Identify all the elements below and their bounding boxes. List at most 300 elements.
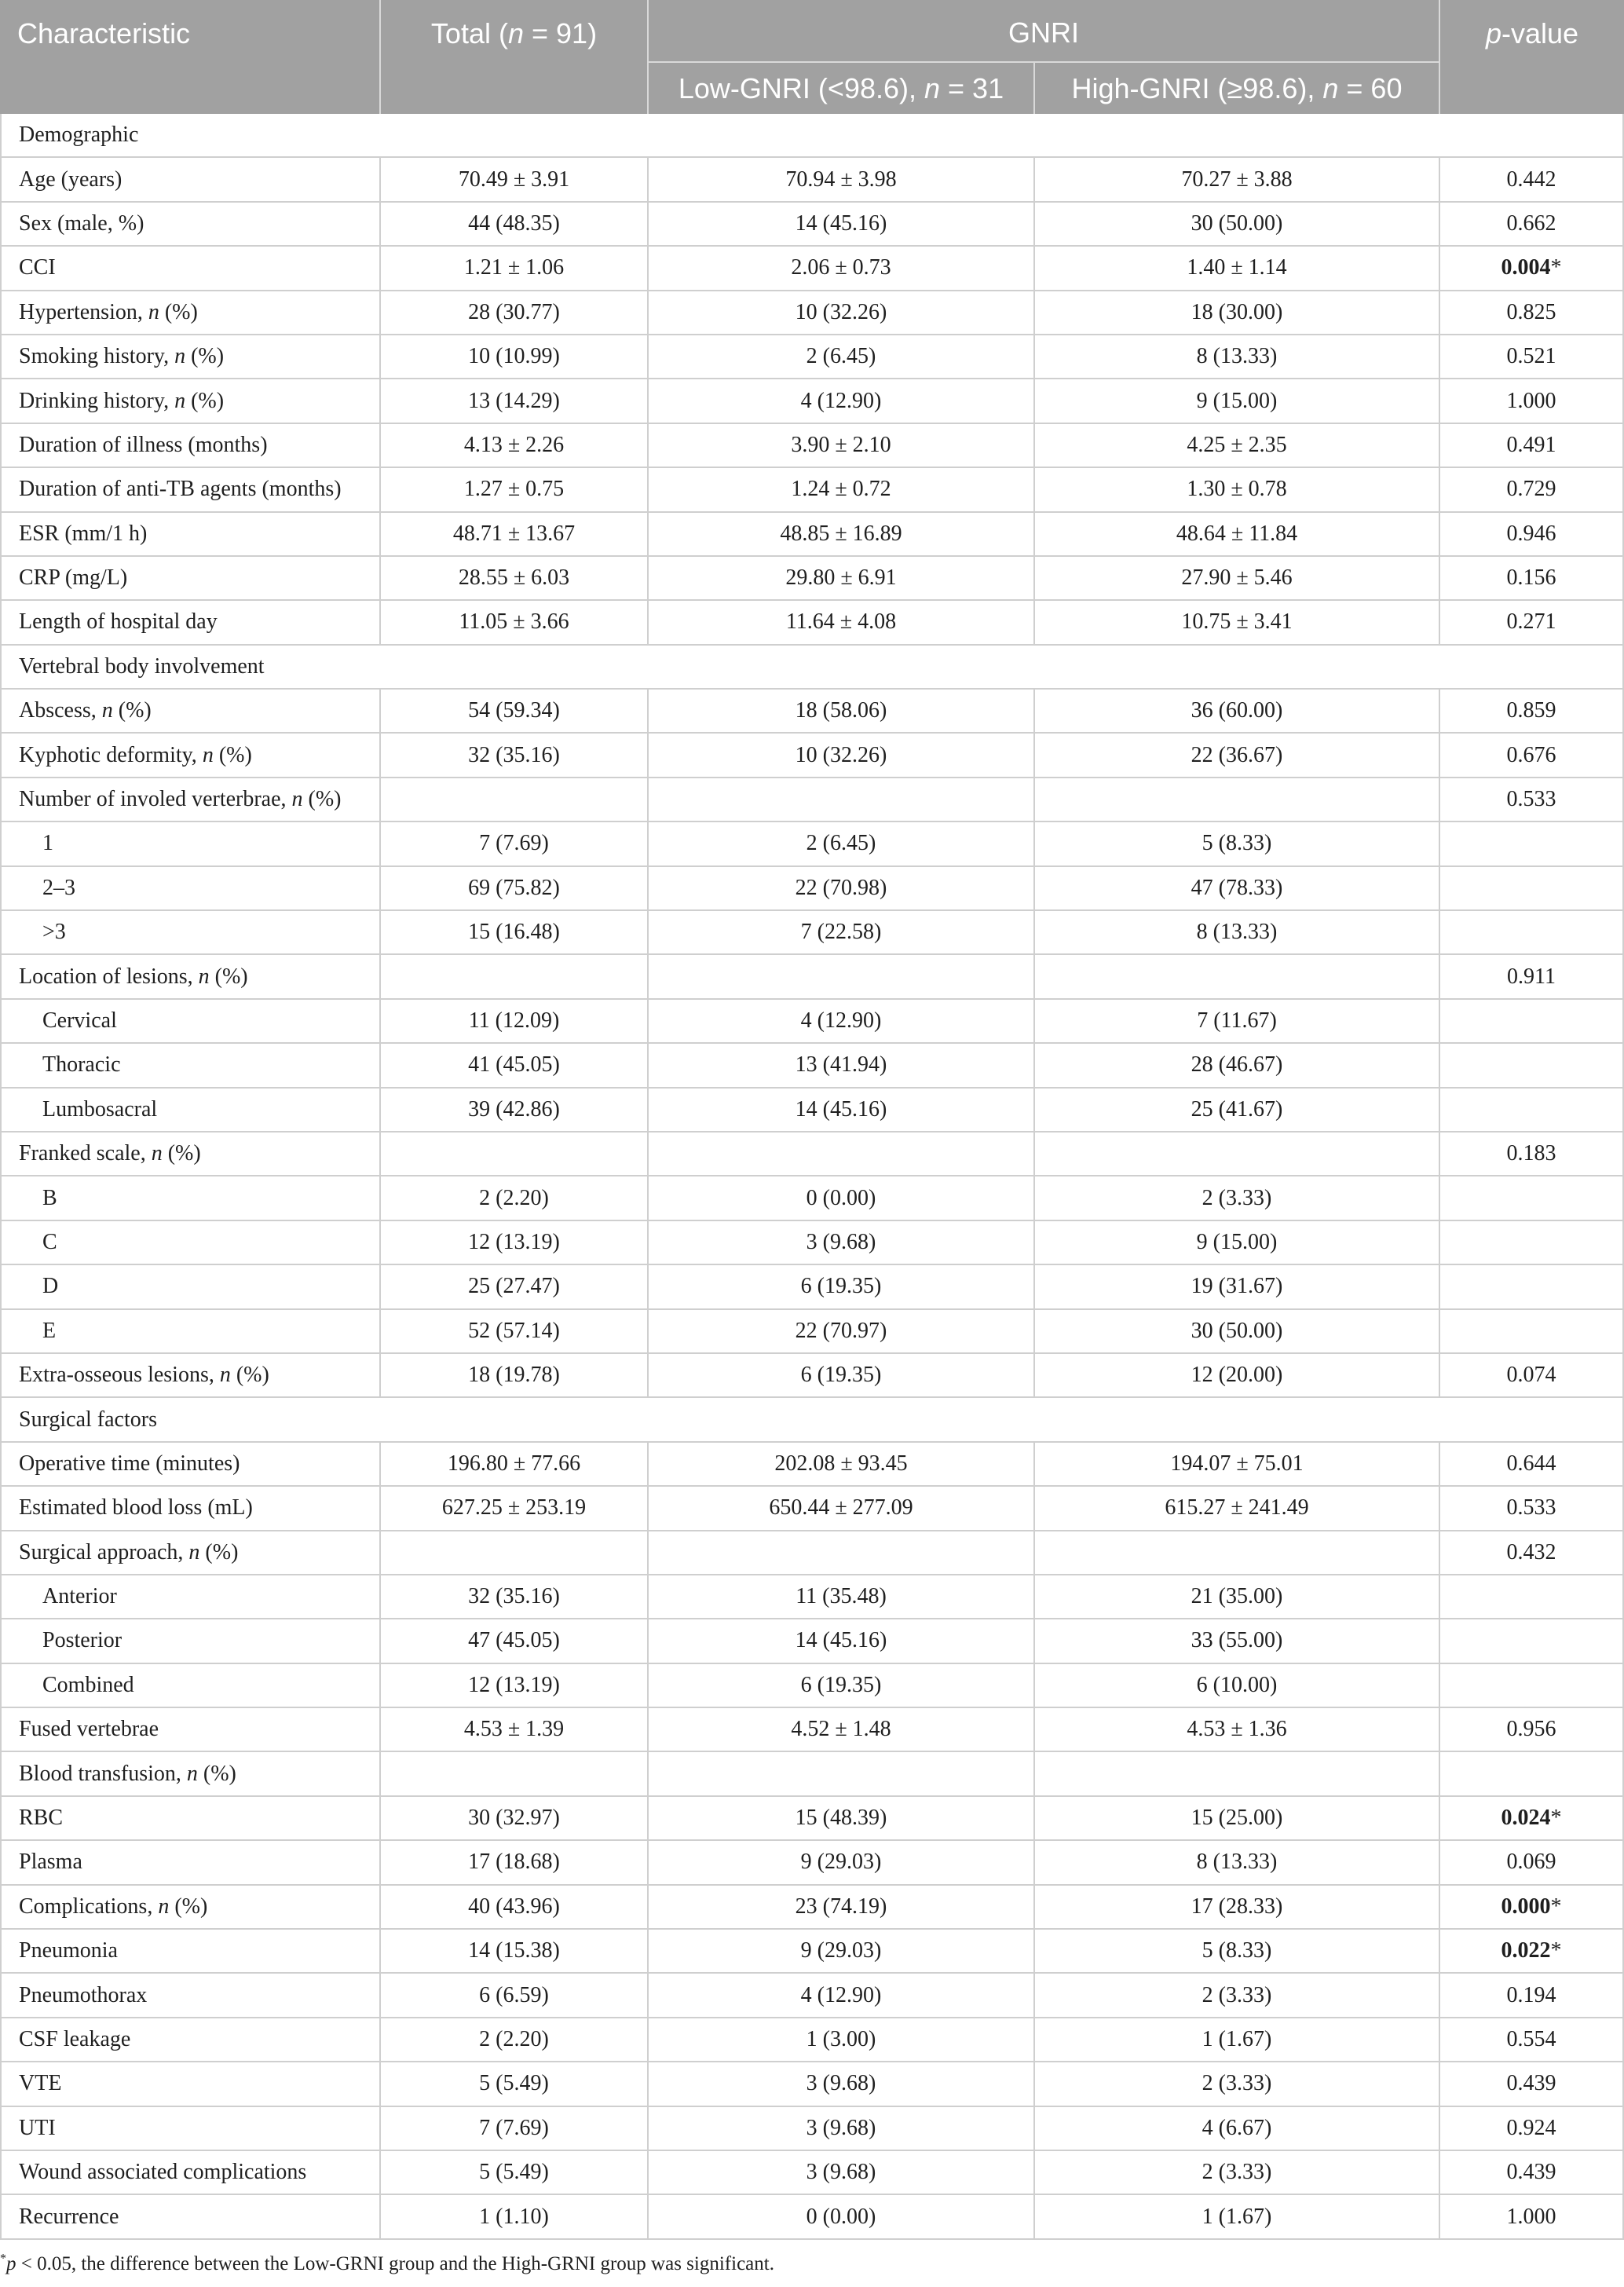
table-row [0,291,1624,335]
low-gnri-value: 1.24 ± 0.72 [791,477,891,502]
p-value: 0.533 [1506,787,1556,812]
low-gnri-cell [647,1531,1033,1574]
total-cell [379,867,647,909]
row-label-cell [0,1089,379,1131]
row-label-cell [0,1221,379,1264]
low-gnri-cell [647,2018,1033,2061]
table-row [0,158,1624,202]
section-title-text: Vertebral body involvement [19,653,265,679]
p-value: 0.946 [1506,521,1556,546]
total-value: 6 (6.59) [479,1982,549,2007]
row-label-cell [0,601,379,643]
column-group-header-gnri [647,0,1439,63]
total-value: 11.05 ± 3.66 [459,609,569,635]
low-gnri-cell [647,1176,1033,1219]
row-label-cell [0,1354,379,1396]
column-header-low-gnri [647,63,1033,114]
total-value: 17 (18.68) [468,1850,560,1875]
total-cell [379,1664,647,1707]
total-cell [379,1974,647,2016]
p-value-cell [1439,1930,1624,1972]
total-value: 4.13 ± 2.26 [463,432,565,457]
p-value-cell [1439,955,1624,997]
row-label-cell [0,335,379,378]
p-value: 0.911 [1507,964,1556,989]
total-cell [379,1930,647,1972]
table-row [0,955,1624,999]
low-gnri-cell [647,867,1033,909]
high-gnri-cell [1033,1841,1439,1883]
low-gnri-cell [647,203,1033,245]
low-gnri-cell [647,468,1033,510]
p-value-cell [1439,1133,1624,1175]
high-gnri-value: 2 (3.33) [1202,2071,1272,2096]
row-label: Surgical approach, n (%) [19,1539,239,1564]
total-value: 30 (32.97) [468,1806,560,1831]
p-value: 0.432 [1506,1539,1556,1564]
low-gnri-value: 2 (6.45) [806,831,876,856]
row-label-cell [0,379,379,422]
high-gnri-value: 4.25 ± 2.35 [1187,432,1287,457]
low-gnri-value: 3 (9.68) [806,1229,876,1254]
row-label-cell [0,513,379,555]
p-value-cell [1439,911,1624,953]
total-value: 44 (48.35) [468,210,560,236]
table-header [0,0,1624,114]
total-cell [379,601,647,643]
row-label: 1 [42,831,53,856]
p-value-cell [1439,203,1624,245]
table-row [0,335,1624,379]
row-label: C [42,1229,57,1254]
column-header-characteristic-label: Characteristic [17,17,191,49]
total-cell [379,1886,647,1928]
low-gnri-cell [647,424,1033,467]
total-cell [379,1310,647,1352]
table-row [0,379,1624,423]
high-gnri-cell [1033,867,1439,909]
high-gnri-cell [1033,690,1439,732]
table-row [0,1930,1624,1974]
table-body [0,114,1624,2240]
high-gnri-cell [1033,291,1439,334]
high-gnri-cell [1033,1575,1439,1618]
total-value: 47 (45.05) [468,1628,560,1653]
row-label: Anterior [42,1584,117,1609]
row-label: UTI [19,2115,56,2140]
p-value: 0.439 [1506,2160,1556,2185]
row-label-cell [0,424,379,467]
low-gnri-value: 18 (58.06) [795,698,887,723]
total-value: 28 (30.77) [468,299,560,324]
p-value-cell [1439,1797,1624,1839]
row-label-cell [0,1000,379,1042]
p-value: 0.491 [1506,432,1556,457]
row-label: E [42,1318,57,1343]
low-gnri-value: 13 (41.94) [795,1052,887,1078]
low-gnri-cell [647,1221,1033,1264]
p-value-cell [1439,1664,1624,1707]
total-cell [379,203,647,245]
row-label-cell [0,2151,379,2194]
p-value-cell [1439,247,1624,289]
low-gnri-cell [647,557,1033,599]
row-label: Fused vertebrae [19,1717,159,1742]
table-row [0,1531,1624,1575]
total-value: 627.25 ± 253.19 [441,1495,587,1520]
low-gnri-cell [647,1133,1033,1175]
p-value-cell [1439,1708,1624,1751]
p-value-cell [1439,379,1624,422]
column-header-low-gnri-label: Low-GNRI (<98.6), n = 31 [678,71,1004,104]
table-row [0,247,1624,291]
table-row [0,1752,1624,1796]
low-gnri-cell [647,1664,1033,1707]
total-value: 39 (42.86) [468,1096,560,1122]
p-value: 0.644 [1506,1451,1556,1476]
row-label: Franked scale, n (%) [19,1141,201,1166]
row-label-cell [0,2107,379,2150]
total-value: 5 (5.49) [479,2160,549,2185]
p-value-cell [1439,1531,1624,1574]
row-label-cell [0,1841,379,1883]
low-gnri-value: 0 (0.00) [806,2204,876,2229]
table-subrow [0,1000,1624,1044]
total-cell [379,1044,647,1086]
high-gnri-value: 1.40 ± 1.14 [1187,255,1287,280]
row-label-cell [0,1974,379,2016]
p-value-cell [1439,2151,1624,2194]
high-gnri-cell [1033,1752,1439,1795]
row-label: Drinking history, n (%) [19,388,225,413]
p-value: 0.924 [1506,2115,1556,2140]
p-value: 0.194 [1506,1982,1556,2007]
p-value-cell [1439,513,1624,555]
total-value: 1.21 ± 1.06 [463,255,565,280]
table-row [0,468,1624,512]
total-value: 15 (16.48) [468,920,560,945]
row-label: D [42,1274,59,1299]
high-gnri-cell [1033,2018,1439,2061]
table-row [0,2107,1624,2151]
row-label-cell [0,1930,379,1972]
low-gnri-cell [647,1752,1033,1795]
total-cell [379,379,647,422]
p-value-cell [1439,1619,1624,1662]
low-gnri-cell [647,1443,1033,1485]
table-subrow [0,1664,1624,1708]
p-value-cell [1439,2062,1624,2105]
total-value: 1 (1.10) [479,2204,549,2229]
low-gnri-value: 4 (12.90) [800,1008,882,1033]
row-label: Lumbosacral [42,1096,158,1122]
row-label-cell [0,291,379,334]
total-cell [379,1708,647,1751]
p-value: 0.859 [1506,698,1556,723]
table-row [0,1487,1624,1531]
total-value: 7 (7.69) [479,831,549,856]
p-value: 0.662 [1506,210,1556,236]
p-value: 0.004 [1501,255,1551,280]
table-row [0,1886,1624,1930]
total-cell [379,1575,647,1618]
p-value: 0.024 [1501,1806,1551,1831]
high-gnri-value: 19 (31.67) [1191,1274,1283,1299]
high-gnri-value: 2 (3.33) [1202,1185,1272,1210]
p-value: 0.533 [1506,1495,1556,1520]
low-gnri-cell [647,2062,1033,2105]
high-gnri-value: 12 (20.00) [1191,1363,1283,1388]
p-value: 0.074 [1506,1363,1556,1388]
total-cell [379,1000,647,1042]
row-label-cell [0,158,379,200]
low-gnri-value: 202.08 ± 93.45 [774,1451,908,1476]
low-gnri-value: 4 (12.90) [800,388,882,413]
section-title [0,1398,1624,1440]
low-gnri-cell [647,1841,1033,1883]
p-value-cell [1439,468,1624,510]
table-row [0,778,1624,822]
low-gnri-value: 14 (45.16) [795,210,887,236]
low-gnri-value: 3.90 ± 2.10 [791,432,891,457]
total-value: 69 (75.82) [468,875,560,900]
section-title [0,646,1624,688]
total-value: 11 (12.09) [468,1008,560,1033]
row-label-cell [0,1443,379,1485]
low-gnri-value: 1 (3.00) [806,2026,876,2051]
row-label: Estimated blood loss (mL) [19,1495,253,1520]
p-value-cell [1439,690,1624,732]
row-label: Hypertension, n (%) [19,299,198,324]
low-gnri-cell [647,247,1033,289]
total-cell [379,2062,647,2105]
total-value: 12 (13.19) [468,1672,560,1697]
low-gnri-cell [647,335,1033,378]
total-cell [379,2018,647,2061]
p-value: 0.439 [1506,2071,1556,2096]
low-gnri-cell [647,1797,1033,1839]
row-label-cell [0,1664,379,1707]
p-value: 0.183 [1506,1141,1556,1166]
total-cell [379,2107,647,2150]
table-row [0,601,1624,645]
row-label: CSF leakage [19,2026,131,2051]
high-gnri-cell [1033,1974,1439,2016]
table-row [0,734,1624,778]
total-cell [379,291,647,334]
row-label: Kyphotic deformity, n (%) [19,742,252,767]
total-cell [379,247,647,289]
high-gnri-value: 36 (60.00) [1191,698,1283,723]
low-gnri-value: 650.44 ± 277.09 [769,1495,913,1520]
high-gnri-cell [1033,1619,1439,1662]
low-gnri-cell [647,1575,1033,1618]
row-label-cell [0,1619,379,1662]
row-label-cell [0,468,379,510]
row-label-cell [0,247,379,289]
high-gnri-value: 10.75 ± 3.41 [1181,609,1293,635]
total-value: 7 (7.69) [479,2115,549,2140]
low-gnri-cell [647,1974,1033,2016]
low-gnri-value: 11.64 ± 4.08 [785,609,897,635]
low-gnri-value: 22 (70.98) [795,875,887,900]
row-label-cell [0,1044,379,1086]
table-subrow [0,1044,1624,1088]
low-gnri-cell [647,1265,1033,1308]
low-gnri-value: 6 (19.35) [800,1274,882,1299]
column-header-p-value [1439,0,1624,114]
table-row [0,2018,1624,2062]
low-gnri-value: 2 (6.45) [806,344,876,369]
row-label-cell [0,1176,379,1219]
table-subrow [0,911,1624,955]
section-title-text: Demographic [19,123,139,148]
total-cell [379,2151,647,2194]
total-cell [379,778,647,821]
row-label-cell [0,822,379,865]
p-value-cell [1439,1575,1624,1618]
high-gnri-value: 5 (8.33) [1202,831,1272,856]
high-gnri-cell [1033,1886,1439,1928]
total-cell [379,955,647,997]
p-value: 1.000 [1506,388,1556,413]
high-gnri-cell [1033,2062,1439,2105]
low-gnri-cell [647,822,1033,865]
row-label: Combined [42,1672,134,1697]
total-cell [379,424,647,467]
p-value: 0.000 [1501,1894,1551,1919]
total-cell [379,1841,647,1883]
high-gnri-cell [1033,778,1439,821]
high-gnri-cell [1033,1133,1439,1175]
row-label: CRP (mg/L) [19,565,128,591]
total-value: 1.27 ± 0.75 [463,477,565,502]
low-gnri-value: 7 (22.58) [800,920,882,945]
row-label: Age (years) [19,166,123,192]
table-subrow [0,1310,1624,1354]
section-title [0,114,1624,156]
high-gnri-cell [1033,1265,1439,1308]
row-label: Plasma [19,1850,82,1875]
footnote-text: p < 0.05, the difference between the Low-GRNI group and the High-GRNI group was significant. [6,2253,774,2274]
high-gnri-cell [1033,1708,1439,1751]
low-gnri-cell [647,513,1033,555]
row-label-cell [0,1487,379,1529]
total-cell [379,1176,647,1219]
low-gnri-cell [647,734,1033,776]
high-gnri-value: 17 (28.33) [1191,1894,1283,1919]
table-row [0,1708,1624,1752]
low-gnri-value: 3 (9.68) [806,2115,876,2140]
row-label-cell [0,1310,379,1352]
row-label: Posterior [42,1628,123,1653]
high-gnri-value: 30 (50.00) [1191,210,1283,236]
high-gnri-cell [1033,1930,1439,1972]
total-value: 13 (14.29) [468,388,560,413]
column-header-high-gnri [1033,63,1439,114]
total-cell [379,1089,647,1131]
row-label: Abscess, n (%) [19,698,152,723]
p-value: 0.825 [1506,299,1556,324]
high-gnri-cell [1033,513,1439,555]
table-row [0,1443,1624,1487]
row-label-cell [0,557,379,599]
low-gnri-cell [647,1000,1033,1042]
high-gnri-cell [1033,1089,1439,1131]
table-row [0,1133,1624,1176]
row-label-cell [0,2018,379,2061]
row-label: Number of involed verterbrae, n (%) [19,787,342,812]
table-row [0,1797,1624,1841]
high-gnri-value: 22 (36.67) [1191,742,1283,767]
total-cell [379,1797,647,1839]
total-value: 48.71 ± 13.67 [452,521,576,546]
table-footnote [0,2251,774,2278]
high-gnri-cell [1033,2107,1439,2150]
total-value: 32 (35.16) [468,742,560,767]
column-header-high-gnri-label: High-GNRI (≥98.6), n = 60 [1071,71,1403,104]
high-gnri-cell [1033,557,1439,599]
total-value: 40 (43.96) [468,1894,560,1919]
row-label-cell [0,690,379,732]
high-gnri-value: 4.53 ± 1.36 [1187,1717,1287,1742]
high-gnri-value: 30 (50.00) [1191,1318,1283,1343]
significance-mark: * [1550,1938,1562,1963]
p-value: 0.442 [1506,166,1556,192]
p-value-cell [1439,1886,1624,1928]
high-gnri-cell [1033,1443,1439,1485]
p-value: 0.956 [1506,1717,1556,1742]
high-gnri-cell [1033,601,1439,643]
total-cell [379,1265,647,1308]
high-gnri-value: 25 (41.67) [1191,1096,1283,1122]
total-cell [379,1619,647,1662]
section-row [0,114,1624,158]
p-value-cell [1439,335,1624,378]
total-value: 54 (59.34) [468,698,560,723]
row-label: >3 [42,920,66,945]
table-row [0,2195,1624,2239]
p-value: 1.000 [1506,2204,1556,2229]
table-row [0,1354,1624,1398]
column-header-characteristic [0,0,379,114]
high-gnri-cell [1033,247,1439,289]
total-cell [379,1354,647,1396]
row-label-cell [0,778,379,821]
row-label-cell [0,734,379,776]
table-subrow [0,1221,1624,1265]
total-value: 14 (15.38) [468,1938,560,1963]
p-value-cell [1439,1841,1624,1883]
high-gnri-value: 9 (15.00) [1196,1229,1278,1254]
row-label-cell [0,1265,379,1308]
row-label-cell [0,1575,379,1618]
total-value: 52 (57.14) [468,1318,560,1343]
total-cell [379,513,647,555]
row-label: Thoracic [42,1052,121,1078]
p-value-cell [1439,1354,1624,1396]
row-label: 2–3 [42,875,75,900]
table-row [0,424,1624,468]
high-gnri-cell [1033,379,1439,422]
p-value: 0.022 [1501,1938,1551,1963]
total-value: 12 (13.19) [468,1229,560,1254]
low-gnri-cell [647,291,1033,334]
low-gnri-cell [647,955,1033,997]
total-cell [379,1487,647,1529]
table-row [0,2062,1624,2106]
table-subrow [0,1089,1624,1133]
